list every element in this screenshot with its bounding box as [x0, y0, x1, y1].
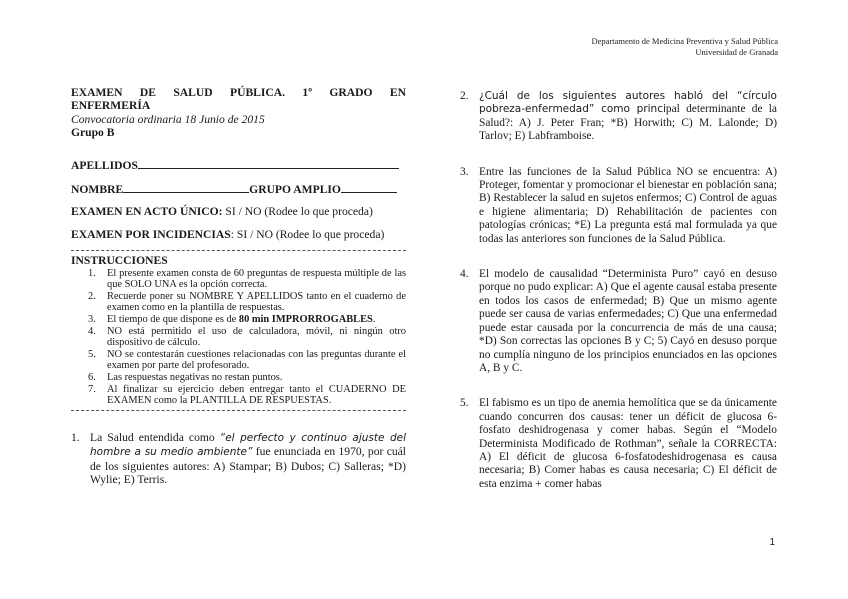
incidencias-options[interactable]: : SI / NO (Rodee lo que proceda) — [230, 227, 385, 241]
question-4: 4. El modelo de causalidad “Determinista Puro” cayó en desuso porque no pudo explicar: A) Que el agente causal estaba presente en todos los casos de enfermedad; B) Que un mismo agente puede ser causa de varias enfermedades; C) Que una enfermedad puede estar causada por la concurrencia de más de una causa; *D) Son correctas las opciones B y C; 5) Cayó en desuso porque no cumplía ninguno de los principios enunciados en las opciones A, B y C. — [460, 268, 777, 374]
university-name: Universidad de Granada — [695, 47, 778, 57]
instructions-list — [71, 268, 406, 407]
exam-title-word: SALUD — [173, 86, 213, 99]
apellidos-blank[interactable] — [138, 159, 399, 169]
nombre-label: NOMBRE — [71, 183, 124, 197]
exam-title — [71, 86, 406, 113]
question-3: 3. Entre las funciones de la Salud Pública NO se encuentra: A) Proteger, fomentar y promocionar el bienestar en población sana; B) Restablecer la salud en sujetos enfermos; C) Control de aguas e higiene alimentaria; D) Rehabilitación de pacientes con patologías crónicas; *E) La pregunta está mal formulada ya que todas las anteriores son funciones de la Salud Pública. — [460, 165, 777, 245]
exam-title-word: DE — [139, 86, 156, 99]
department-name: Departamento de Medicina Preventiva y Salud Pública — [591, 36, 778, 46]
apellidos-field — [71, 159, 406, 172]
exam-title-word: 1º — [302, 86, 313, 99]
question-2: 2. ¿Cuál de los siguientes autores habló del “círculo pobreza-enfermedad” como principal determinante de la Salud?: A) J. Peter Fran; *B) Horwith; C) M. Lalonde; D) Tarlov; E) Labframboise. — [460, 90, 777, 143]
exam-title-word: GRADO — [329, 86, 373, 99]
instruction-item: 2. Recuerde poner su NOMBRE Y APELLIDOS tanto en el cuaderno de examen como en la plantilla de respuestas. — [88, 290, 406, 314]
exam-convocatoria: Convocatoria ordinaria 18 Junio de 2015 — [71, 112, 265, 126]
acto-unico-options[interactable]: SI / NO (Rodee lo que proceda) — [222, 205, 373, 219]
incidencias-label: EXAMEN POR INCIDENCIAS — [71, 227, 231, 241]
instruction-item: 3. El tiempo de que dispone es de 80 min IMPRORROGABLES. — [88, 314, 376, 326]
exam-title-word: PÚBLICA. — [229, 86, 286, 99]
instruction-item: 6. Las respuestas negativas no restan puntos. — [88, 372, 283, 383]
nombre-field — [71, 183, 406, 196]
separator-top — [71, 250, 406, 251]
exam-title-word: EXAMEN — [71, 86, 123, 99]
exam-grupo: Grupo B — [71, 126, 115, 140]
instructions-title: INSTRUCCIONES — [71, 254, 168, 268]
left-column — [71, 86, 406, 499]
exam-title-line2: ENFERMERÍA — [71, 99, 151, 113]
grupo-amplio-blank[interactable] — [341, 183, 397, 193]
instruction-item: 1. El presente examen consta de 60 preguntas de respuesta múltiple de las que SOLO UNA es la opción correcta. — [88, 267, 406, 291]
right-column — [460, 90, 777, 504]
acto-unico-label: EXAMEN EN ACTO ÚNICO: — [71, 205, 223, 219]
question-5: 5. El fabismo es un tipo de anemia hemolítica que se da únicamente cuando concurren dos causas: tener un déficit de glucosa 6-fosfato deshidrogenasa y comer habas. Según el “Modelo Determinista Modificado de Rothman”, señale la CORRECTA: A) El déficit de glucosa 6-fosfatodeshidrogenasa es causa necesaria; B) Comer habas es causa necesaria; C) El déficit de esta enzima + comer habas — [460, 397, 777, 490]
exam-title-word: EN — [389, 86, 406, 99]
instruction-item: 4. NO está permitido el uso de calculadora, móvil, ni ningún otro dispositivo de cálculo. — [88, 325, 406, 349]
grupo-amplio-label: GRUPO AMPLIO — [249, 183, 341, 197]
instruction-item: 7. Al finalizar su ejercicio deben entregar tanto el CUADERNO DE EXAMEN como la PLANTILLA DE RESPUESTAS. — [88, 383, 406, 407]
page-header — [592, 36, 778, 58]
nombre-blank[interactable] — [123, 183, 249, 193]
separator-bottom — [71, 410, 406, 411]
exam-title-line1 — [71, 86, 406, 99]
incidencias-field — [71, 228, 406, 241]
acto-unico-field — [71, 205, 406, 218]
apellidos-label: APELLIDOS — [71, 158, 139, 172]
page-number: 1 — [769, 537, 775, 548]
instruction-item: 5. NO se contestarán cuestiones relacionadas con las preguntas durante el examen por parte del profesorado. — [88, 348, 406, 372]
question-1: 1. La Salud entendida como “el perfecto y continuo ajuste del hombre a su medio ambiente” fue enunciada en 1970, por cuál de los siguientes autores: A) Stampar; B) Dubos; C) Salleras; *D) Wylie; E) Terris. — [71, 430, 407, 486]
definition-quote: “el perfecto y continuo ajuste del hombre a su medio ambiente” — [90, 431, 406, 459]
